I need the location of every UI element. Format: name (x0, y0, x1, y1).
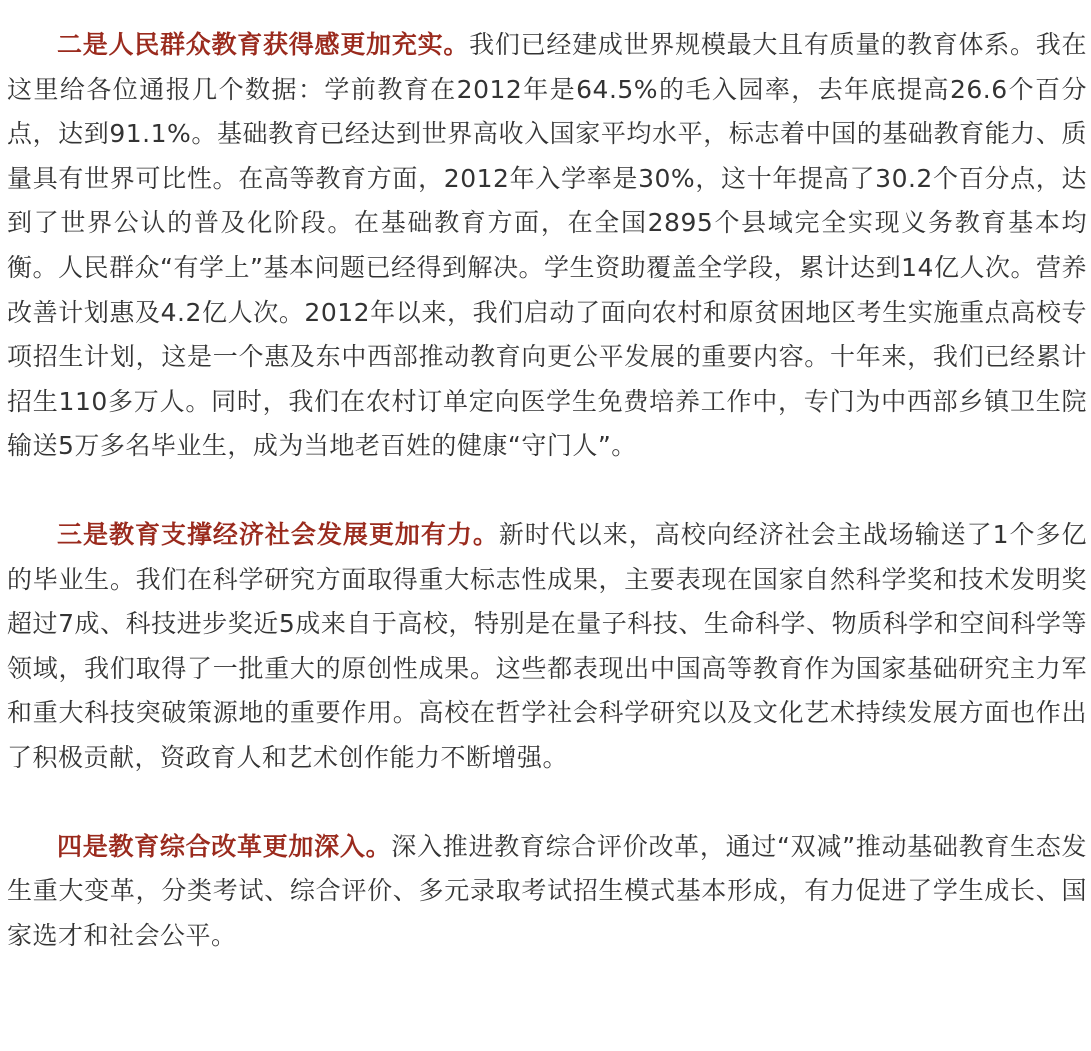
paragraph-economic-support (7, 513, 1087, 781)
paragraph-education-gains (7, 23, 1087, 469)
paragraph-lead: 三是教育支撑经济社会发展更加有力。 (57, 519, 499, 549)
paragraph-text: 我们已经建成世界规模最大且有质量的教育体系。我在这里给各位通报几个数据：学前教育在2012年是64.5%的毛入园率，去年底提高26.6个百分点，达到91.1%。基础教育已经达到世界高收入国家平均水平，标志着中国的基础教育能力、质量具有世界可比性。在高等教育方面，2012年入学率是30%，这十年提高了30.2个百分点，达到了世界公认的普及化阶段。在基础教育方面，在全国2895个县域完全实现义务教育基本均衡。人民群众“有学上”基本问题已经得到解决。学生资助覆盖全学段，累计达到14亿人次。营养改善计划惠及4.2亿人次。2012年以来，我们启动了面向农村和原贫困地区考生实施重点高校专项招生计划，这是一个惠及东中西部推动教育向更公平发展的重要内容。十年来，我们已经累计招生110多万人。同时，我们在农村订单定向医学生免费培养工作中，专门为中西部乡镇卫生院输送5万多名毕业生，成为当地老百姓的健康“守门人”。 (7, 30, 1087, 461)
paragraph-lead: 四是教育综合改革更加深入。 (57, 831, 392, 861)
paragraph-comprehensive-reform (7, 825, 1087, 959)
paragraph-lead: 二是人民群众教育获得感更加充实。 (57, 30, 470, 59)
article-body (7, 23, 1087, 958)
paragraph-text: 深入推进教育综合评价改革，通过“双减”推动基础教育生态发生重大变革，分类考试、综合评价、多元录取考试招生模式基本形成，有力促进了学生成长、国家选才和社会公平。 (7, 831, 1087, 950)
paragraph-text: 新时代以来，高校向经济社会主战场输送了1个多亿的毕业生。我们在科学研究方面取得重大标志性成果，主要表现在国家自然科学奖和技术发明奖超过7成、科技进步奖近5成来自于高校，特别是在量子科技、生命科学、物质科学和空间科学等领域，我们取得了一批重大的原创性成果。这些都表现出中国高等教育作为国家基础研究主力军和重大科技突破策源地的重要作用。高校在哲学社会科学研究以及文化艺术持续发展方面也作出了积极贡献，资政育人和艺术创作能力不断增强。 (7, 519, 1087, 772)
